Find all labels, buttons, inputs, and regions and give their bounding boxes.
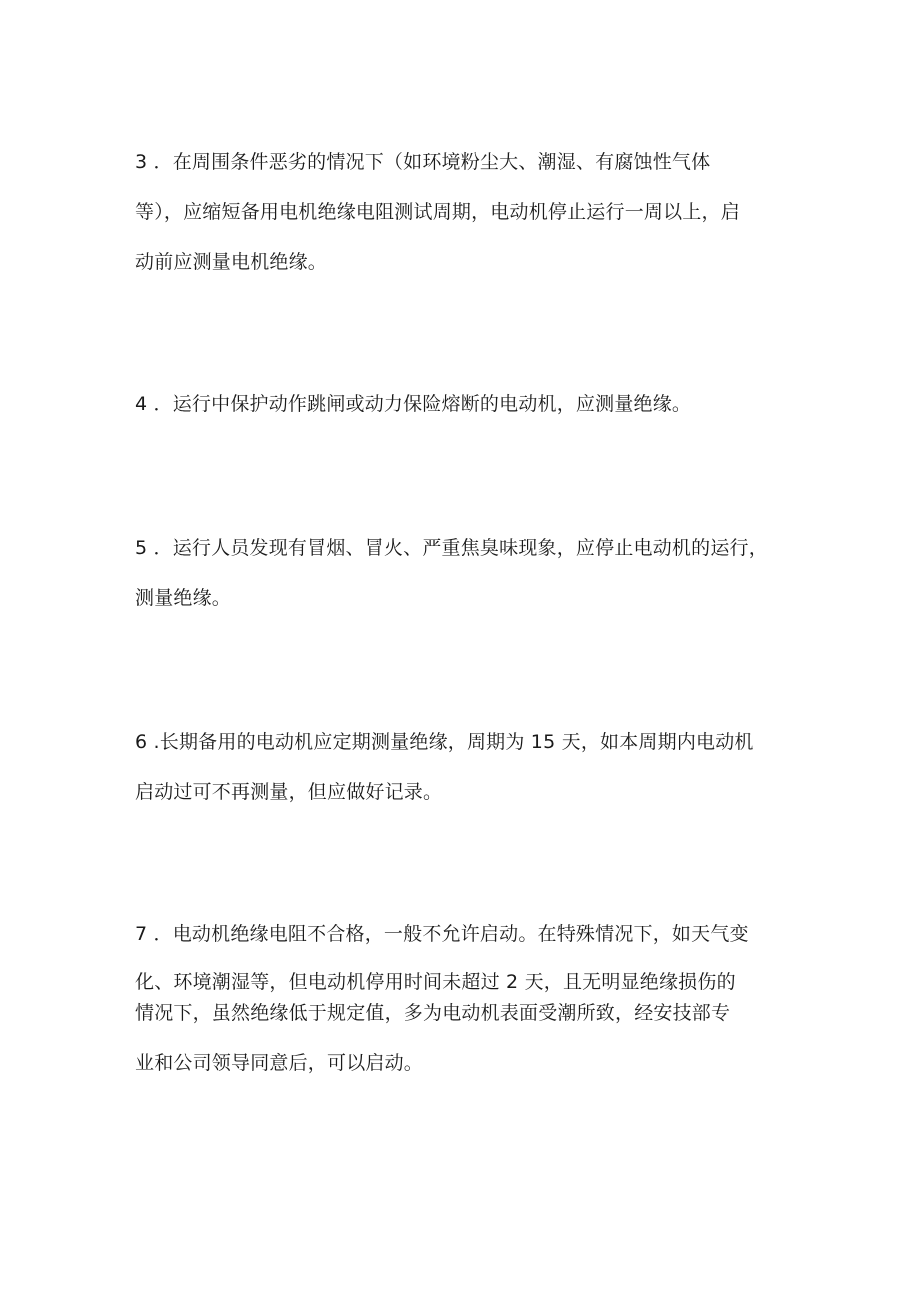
item-4-line-1: 4 ．运行中保护动作跳闸或动力保险熔断的电动机，应测量绝缘。 (135, 393, 692, 415)
item-7-line-1: 7 ．电动机绝缘电阻不合格，一般不允许启动。在特殊情况下，如天气变 (135, 923, 749, 945)
item-3-line-2: 等），应缩短备用电机绝缘电阻测试周期，电动机停止运行一周以上，启 (135, 201, 740, 223)
item-5-line-2: 测量绝缘。 (135, 587, 232, 609)
item-7-line-2: 化、环境潮湿等，但电动机停用时间未超过 2 天，且无明显绝缘损伤的 (135, 971, 736, 993)
item-3-line-3: 动前应测量电机绝缘。 (135, 251, 328, 273)
item-7-line-4: 业和公司领导同意后，可以启动。 (135, 1052, 424, 1074)
item-6-line-2: 启动过可不再测量，但应做好记录。 (135, 781, 443, 803)
item-3-line-1: 3 ．在周围条件恶劣的情况下（如环境粉尘大、潮湿、有腐蚀性气体 (135, 151, 711, 173)
item-6-line-1: 6 .长期备用的电动机应定期测量绝缘，周期为 15 天，如本周期内电动机 (135, 731, 754, 753)
item-7-line-3: 情况下，虽然绝缘低于规定值，多为电动机表面受潮所致，经安技部专 (135, 1002, 731, 1024)
item-5-line-1: 5 ．运行人员发现有冒烟、冒火、严重焦臭味现象，应停止电动机的运行， (135, 537, 768, 559)
